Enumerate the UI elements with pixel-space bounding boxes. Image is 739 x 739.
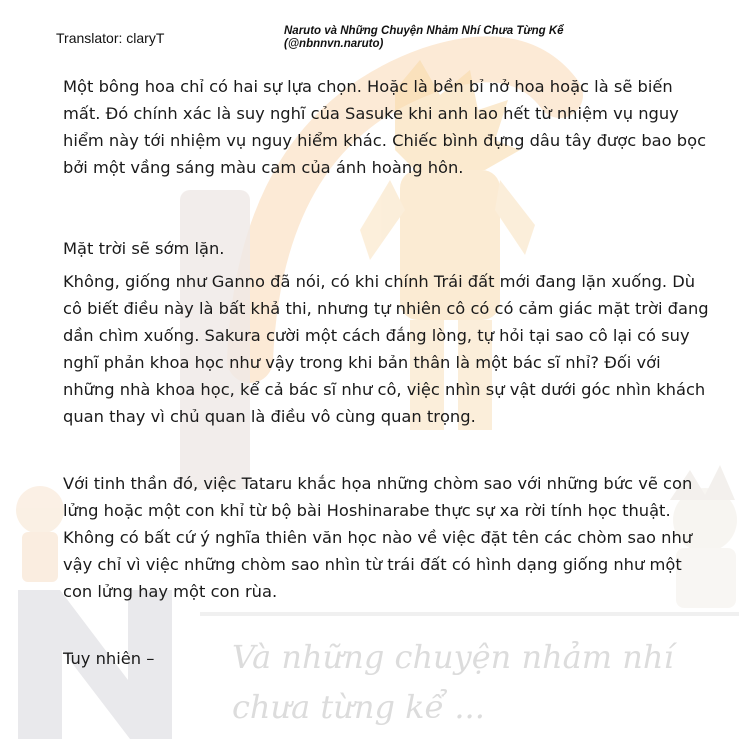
series-header [284, 25, 684, 51]
paragraph-5: Tuy nhiên – [63, 649, 155, 668]
series-title: Naruto và Những Chuyện Nhảm Nhí Chưa Từng Kể [284, 25, 564, 37]
series-handle: (@nbnnvn.naruto) [284, 38, 384, 50]
watermark-text-line1: Và những chuyện nhảm nhí [232, 638, 674, 676]
paragraph-1: Một bông hoa chỉ có hai sự lựa chọn. Hoặc là bền bỉ nở hoa hoặc là sẽ biến mất. Đó chính xác là suy nghĩ của Sasuke khi anh lao hết từ nhiệm vụ nguy hiểm này tới nhiệm vụ nguy hiểm khác. Chiếc bình đựng dâu tây được bao bọc bởi một vầng sáng màu cam của ánh hoàng hôn. [63, 77, 707, 177]
translator-credit: Translator: claryT [56, 30, 165, 46]
paragraph-3: Không, giống như Ganno đã nói, có khi chính Trái đất mới đang lặn xuống. Dù cô biết điều này là bất khả thi, nhưng tự nhiên cô có có cảm giác mặt trời đang dần chìm xuống. Sakura cười một cách đắng lòng, tự hỏi tại sao cô lại có suy nghĩ phản khoa học như vậy trong khi bản thân là một bác sĩ nhỉ? Đối với những nhà khoa học, kể cả bác sĩ như cô, việc nhìn sự vật dưới góc nhìn khách quan thay vì chủ quan là điều vô cùng quan trọng. [63, 272, 709, 426]
watermark-text-line2: chưa từng kể ... [232, 688, 485, 726]
paragraph-2: Mặt trời sẽ sớm lặn. [63, 239, 225, 258]
paragraph-4: Với tinh thần đó, việc Tataru khắc họa những chòm sao với những bức vẽ con lửng hoặc một con khỉ từ bộ bài Hoshinarabe thực sự xa rời tính học thuật. Không có bất cứ ý nghĩa thiên văn học nào về việc đặt tên các chòm sao như vậy chỉ vì việc những chòm sao nhìn từ trái đất có hình dạng giống như một con lửng hay một con rùa. [63, 474, 693, 601]
story-text [63, 73, 713, 672]
left-small-figure [16, 486, 64, 582]
